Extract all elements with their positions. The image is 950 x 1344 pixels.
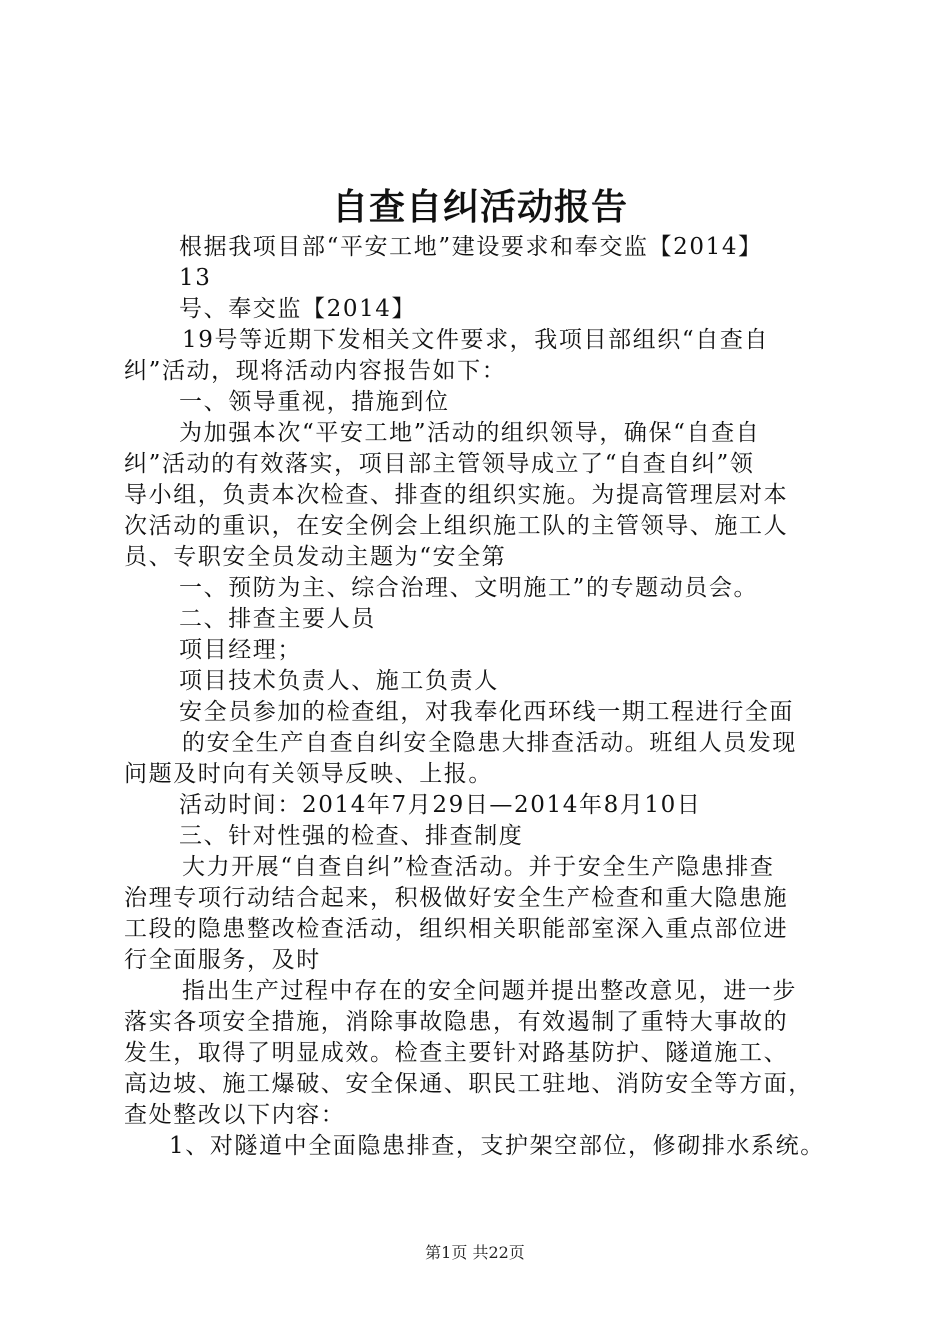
paragraph-line: 根据我项目部“平安工地”建设要求和奉交监【2014】 (179, 234, 763, 260)
section-heading: 二、排查主要人员 (179, 606, 376, 632)
paragraph-line: 工段的隐患整改检查活动，组织相关职能部室深入重点部位进 (124, 916, 789, 942)
document-title: 自查自纠活动报告 (331, 187, 628, 228)
list-item: 1、对隧道中全面隐患排查，支护架空部位，修砌排水系统。 (169, 1133, 825, 1159)
paragraph-line: 为加强本次“平安工地”活动的组织领导，确保“自查自 (179, 420, 761, 446)
paragraph-line: 安全员参加的检查组，对我奉化西环线一期工程进行全面 (179, 699, 794, 725)
paragraph-line: 大力开展“自查自纠”检查活动。并于安全生产隐患排查 (182, 854, 775, 880)
paragraph-line: 发生，取得了明显成效。检查主要针对路基防护、隧道施工、 (124, 1040, 789, 1066)
paragraph-line: 一、预防为主、综合治理、文明施工”的专题动员会。 (179, 575, 759, 601)
paragraph-line: 落实各项安全措施，消除事故隐患，有效遏制了重特大事故的 (124, 1009, 789, 1035)
paragraph-line: 纠”活动的有效落实，项目部主管领导成立了“自查自纠”领 (124, 451, 755, 477)
paragraph-line: 查处整改以下内容： (124, 1102, 346, 1128)
paragraph-line: 19号等近期下发相关文件要求，我项目部组织“自查自 (182, 327, 770, 353)
section-heading: 三、针对性强的检查、排查制度 (179, 823, 524, 849)
paragraph-line: 纠”活动，现将活动内容报告如下： (124, 358, 507, 384)
paragraph-line: 次活动的重识，在安全例会上组织施工队的主管领导、施工人 (124, 513, 789, 539)
paragraph-line: 指出生产过程中存在的安全问题并提出整改意见，进一步 (182, 978, 797, 1004)
paragraph-line: 行全面服务，及时 (124, 947, 321, 973)
paragraph-line: 13 (179, 265, 212, 291)
paragraph-line: 员、专职安全员发动主题为“安全第 (124, 544, 507, 570)
paragraph-line: 高边坡、施工爆破、安全保通、职民工驻地、消防安全等方面， (124, 1071, 813, 1097)
page-number-footer: 第1页 共22页 (425, 1243, 525, 1262)
paragraph-line: 的安全生产自查自纠安全隐患大排查活动。班组人员发现 (182, 730, 797, 756)
section-heading: 一、领导重视，措施到位 (179, 389, 450, 415)
paragraph-line: 问题及时向有关领导反映、上报。 (124, 761, 493, 787)
paragraph-line: 项目经理； (179, 637, 302, 663)
paragraph-line: 治理专项行动结合起来，积极做好安全生产检查和重大隐患施 (124, 885, 789, 911)
document-body (124, 232, 840, 1162)
activity-time-line: 活动时间：2014年7月29日—2014年8月10日 (179, 792, 702, 818)
paragraph-line: 号、奉交监【2014】 (179, 296, 417, 322)
paragraph-line: 项目技术负责人、施工负责人 (179, 668, 499, 694)
paragraph-line: 导小组，负责本次检查、排查的组织实施。为提高管理层对本 (124, 482, 789, 508)
